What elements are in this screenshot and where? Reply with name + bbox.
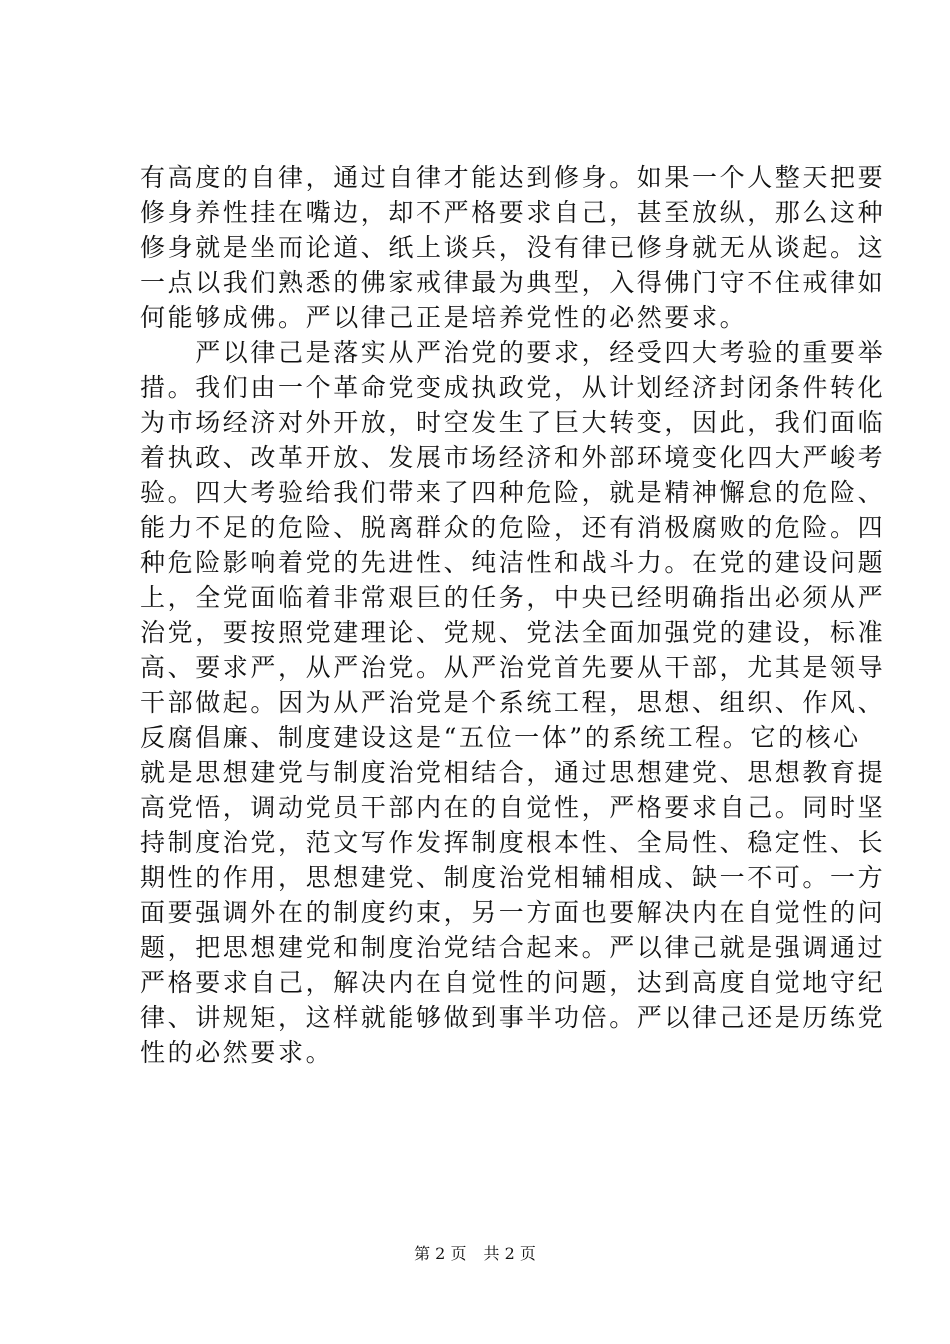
text-line: 性的必然要求。 [140,1038,334,1067]
text-line: 验。四大考验给我们带来了四种危险，就是精神懈怠的危险、 [140,478,886,507]
text-line: 高党悟，调动党员干部内在的自觉性，严格要求自己。同时坚 [140,793,886,822]
page-number-total: 共 2 页 [483,1244,536,1263]
page-number-current: 第 2 页 [414,1244,467,1263]
text-line: 能力不足的危险、脱离群众的危险，还有消极腐败的危险。四 [140,513,886,542]
text-line: 着执政、改革开放、发展市场经济和外部环境变化四大严峻考 [140,443,886,472]
page-footer [0,1243,950,1265]
text-line: 干部做起。因为从严治党是个系统工程，思想、组织、作风、 [140,688,886,717]
text-line: 何能够成佛。严以律己正是培养党性的必然要求。 [140,303,748,332]
text-line: 期性的作用，思想建党、制度治党相辅相成、缺一不可。一方 [140,863,886,892]
text-line: 为市场经济对外开放，时空发生了巨大转变，因此，我们面临 [140,408,886,437]
text-line: 题，把思想建党和制度治党结合起来。严以律己就是强调通过 [140,933,886,962]
text-line: 高、要求严，从严治党。从严治党首先要从干部，尤其是领导 [140,653,886,682]
text-line: 上，全党面临着非常艰巨的任务，中央已经明确指出必须从严 [140,583,886,612]
text-line: 一点以我们熟悉的佛家戒律最为典型，入得佛门守不住戒律如 [140,268,886,297]
text-line: 律、讲规矩，这样就能够做到事半功倍。严以律己还是历练党 [140,1003,886,1032]
text-line: 有高度的自律，通过自律才能达到修身。如果一个人整天把要 [140,163,886,192]
text-line: 措。我们由一个革命党变成执政党，从计划经济封闭条件转化 [140,373,886,402]
text-line: 反腐倡廉、制度建设这是“五位一体”的系统工程。它的核心 [140,723,861,752]
text-line: 严以律己是落实从严治党的要求，经受四大考验的重要举 [140,338,886,367]
text-line: 严格要求自己，解决内在自觉性的问题，达到高度自觉地守纪 [140,968,886,997]
text-line: 修身养性挂在嘴边，却不严格要求自己，甚至放纵，那么这种 [140,198,886,227]
text-line: 持制度治党，范文写作发挥制度根本性、全局性、稳定性、长 [140,828,886,857]
text-line: 治党，要按照党建理论、党规、党法全面加强党的建设，标准 [140,618,886,647]
text-line: 修身就是坐而论道、纸上谈兵，没有律已修身就无从谈起。这 [140,233,886,262]
text-line: 就是思想建党与制度治党相结合，通过思想建党、思想教育提 [140,758,886,787]
text-line: 面要强调外在的制度约束，另一方面也要解决内在自觉性的问 [140,898,886,927]
text-line: 种危险影响着党的先进性、纯洁性和战斗力。在党的建设问题 [140,548,886,577]
body-text [140,160,886,1070]
